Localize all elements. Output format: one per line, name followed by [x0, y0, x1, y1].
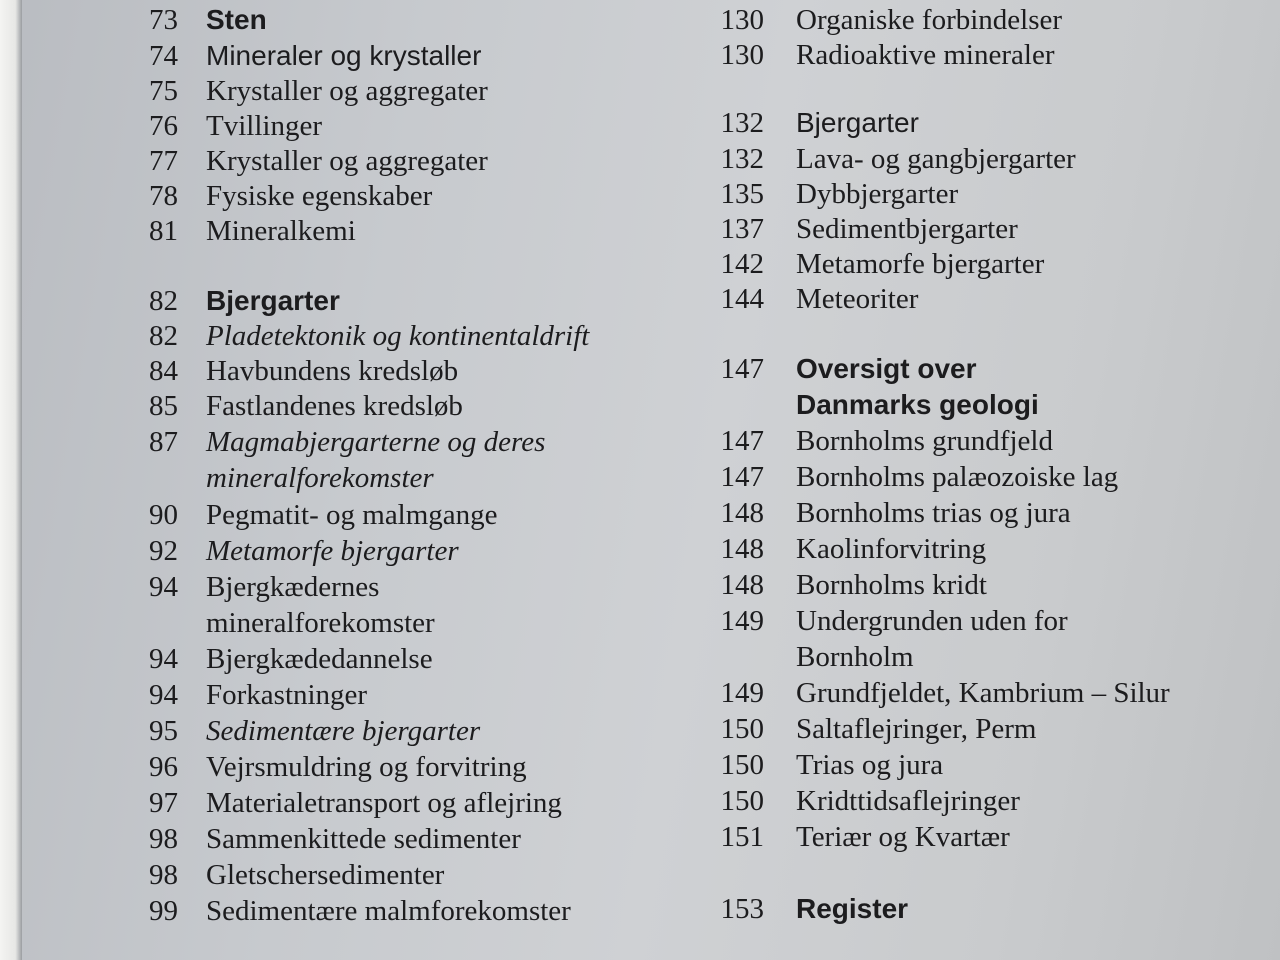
page-number: 149: [720, 677, 764, 709]
page-number: 144: [720, 283, 764, 315]
page-number: 95: [149, 715, 178, 747]
page-number: 148: [720, 569, 764, 601]
page-number: 150: [720, 713, 764, 745]
page-number: 73: [149, 4, 178, 36]
entry-title: Bornholms palæozoiske lag: [796, 461, 1119, 493]
page-number: 150: [720, 749, 764, 781]
entry-title: Kridttidsaflejringer: [796, 785, 1020, 817]
page-number: 151: [720, 821, 764, 853]
entry-title: Saltaflejringer, Perm: [796, 713, 1037, 745]
page-number: 76: [149, 110, 178, 142]
section-heading: Register: [796, 893, 909, 924]
entry-title: Kaolinforvitring: [796, 533, 987, 565]
entry-title: Undergrunden uden for: [796, 605, 1068, 637]
page-number: 90: [149, 499, 178, 531]
page-number: 147: [720, 425, 764, 457]
page-number: 135: [720, 178, 764, 210]
page-number: 98: [149, 859, 178, 891]
entry-title: Forkastninger: [206, 679, 368, 711]
page-number: 94: [149, 571, 178, 603]
section-heading: Danmarks geologi: [796, 389, 1039, 420]
section-heading: Oversigt over: [796, 353, 977, 384]
page-edge: [0, 0, 22, 960]
entry-title: Teriær og Kvartær: [796, 821, 1010, 853]
entry-title: Havbundens kredsløb: [206, 355, 459, 387]
page-number: 98: [149, 823, 178, 855]
entry-title: Bornholms kridt: [796, 569, 987, 601]
page-number: 137: [720, 213, 764, 245]
entry-title: Vejrsmuldring og forvitring: [206, 751, 527, 783]
entry-title: Trias og jura: [796, 749, 944, 781]
page-number: 147: [720, 461, 764, 493]
page-number: 78: [149, 180, 178, 212]
entry-title: Dybbjergarter: [796, 178, 959, 210]
entry-title: mineralforekomster: [206, 462, 434, 494]
page-number: 99: [149, 895, 178, 927]
page-number: 94: [149, 679, 178, 711]
page-number: 82: [149, 285, 178, 317]
page-number: 96: [149, 751, 178, 783]
entry-title: Sedimentære malmforekomster: [206, 895, 571, 927]
page-number: 132: [720, 107, 764, 139]
entry-title: Krystaller og aggregater: [206, 145, 488, 177]
entry-title: Materialetransport og aflejring: [206, 787, 562, 819]
page-number: 84: [149, 355, 178, 387]
entry-title: Lava- og gangbjergarter: [796, 143, 1076, 175]
page-number: 142: [720, 248, 764, 280]
entry-title: Krystaller og aggregater: [206, 75, 488, 107]
page-number: 97: [149, 787, 178, 819]
entry-title: Mineraler og krystaller: [206, 40, 482, 71]
entry-title: mineralforekomster: [206, 607, 435, 639]
entry-title: Sammenkittede sedimenter: [206, 823, 521, 855]
page-number: 148: [720, 497, 764, 529]
page-number: 147: [720, 353, 764, 385]
page-number: 74: [149, 40, 178, 72]
entry-title: Pegmatit- og malmgange: [206, 499, 498, 531]
section-heading: Bjergarter: [206, 285, 340, 316]
page-number: 87: [149, 426, 178, 458]
section-heading: Sten: [206, 4, 267, 35]
entry-title: Fastlandenes kredsløb: [206, 390, 463, 422]
page-number: 149: [720, 605, 764, 637]
page-number: 148: [720, 533, 764, 565]
entry-title: Bjergkædernes: [206, 571, 380, 603]
entry-title: Sedimentære bjergarter: [206, 715, 481, 747]
page-number: 77: [149, 145, 178, 177]
entry-title: Organiske forbindelser: [796, 4, 1063, 36]
page-number: 132: [720, 143, 764, 175]
page-number: 81: [149, 215, 178, 247]
entry-title: Bornholm: [796, 641, 914, 673]
page-number: 94: [149, 643, 178, 675]
page-number: 153: [720, 893, 764, 925]
page-number: 85: [149, 390, 178, 422]
entry-title: Metamorfe bjergarter: [796, 248, 1045, 280]
entry-title: Bjergarter: [796, 107, 919, 138]
entry-title: Bornholms grundfjeld: [796, 425, 1053, 457]
entry-title: Bjergkædedannelse: [206, 643, 433, 675]
entry-title: Sedimentbjergarter: [796, 213, 1018, 245]
entry-title: Grundfjeldet, Kambrium – Silur: [796, 677, 1170, 709]
page-number: 92: [149, 535, 178, 567]
entry-title: Fysiske egenskaber: [206, 180, 433, 212]
entry-title: Gletschersedimenter: [206, 859, 445, 891]
entry-title: Bornholms trias og jura: [796, 497, 1071, 529]
entry-title: Metamorfe bjergarter: [206, 535, 459, 567]
page-number: 150: [720, 785, 764, 817]
entry-title: Tvillinger: [206, 110, 322, 142]
page-number: 130: [720, 39, 764, 71]
page-number: 82: [149, 320, 178, 352]
entry-title: Meteoriter: [796, 283, 919, 315]
entry-title: Pladetektonik og kontinentaldrift: [206, 320, 590, 352]
page-number: 130: [720, 4, 764, 36]
entry-title: Magmabjergarterne og deres: [206, 426, 546, 458]
page-number: 75: [149, 75, 178, 107]
entry-title: Mineralkemi: [206, 215, 356, 247]
entry-title: Radioaktive mineraler: [796, 39, 1055, 71]
